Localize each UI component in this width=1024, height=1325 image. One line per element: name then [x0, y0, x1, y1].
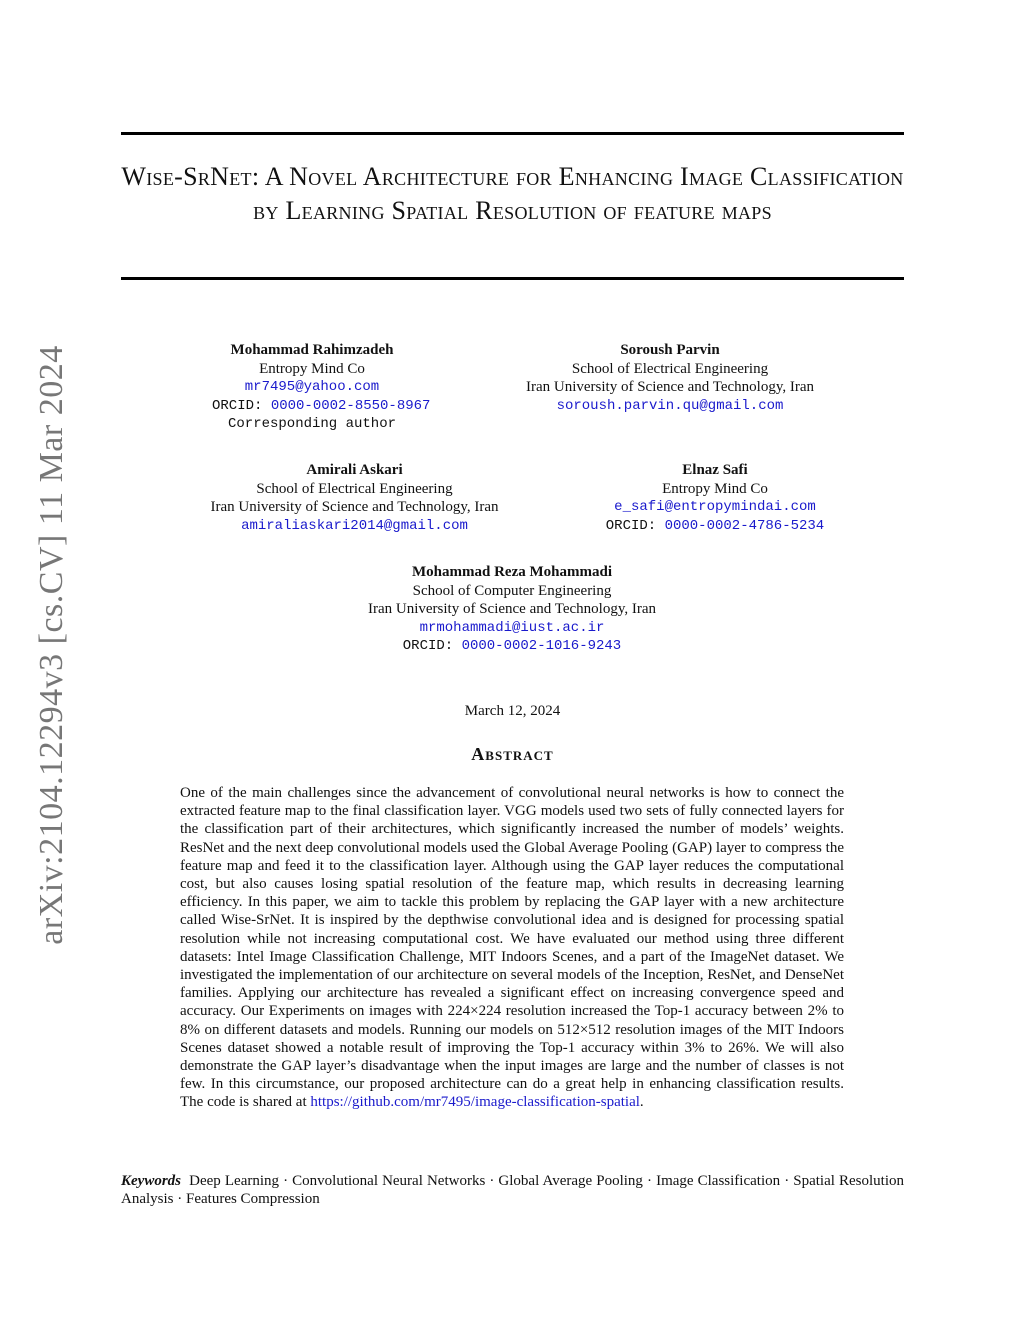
author-block-parvin: [500, 341, 840, 415]
author-affiliation: Iran University of Science and Technology, Iran: [210, 499, 499, 515]
paper-title: Wise-SrNet: A Novel Architecture for Enhancing Image Classification by Learning Spatial Resolution of feature maps: [121, 162, 904, 225]
title-top-rule: [121, 132, 904, 135]
author-name: Elnaz Safi: [682, 462, 748, 478]
author-department: School of Electrical Engineering: [571, 360, 769, 377]
author-block-askari: [187, 461, 522, 535]
author-orcid: [212, 397, 431, 416]
author-name: Mohammad Reza Mohammadi: [412, 564, 612, 580]
orcid-link[interactable]: 0000-0002-1016-9243: [461, 638, 622, 654]
orcid-label: ORCID:: [402, 638, 462, 654]
author-block-rahimzadeh: [212, 341, 431, 434]
title-bottom-rule: [121, 277, 904, 280]
author-affiliation: Iran University of Science and Technology, Iran: [367, 601, 657, 617]
author-affiliation: Iran University of Science and Technology, Iran: [525, 379, 815, 395]
author-email-link[interactable]: amiraliaskari2014@gmail.com: [241, 517, 468, 534]
author-email-link[interactable]: mrmohammadi@iust.ac.ir: [419, 619, 605, 636]
author-email-link[interactable]: mr7495@yahoo.com: [244, 379, 380, 395]
author-orcid: [580, 517, 850, 536]
abstract-end: .: [639, 1094, 644, 1111]
author-block-mohammadi: [337, 563, 687, 656]
orcid-link[interactable]: 0000-0002-4786-5234: [664, 517, 825, 534]
author-email-link[interactable]: e_safi@entropymindai.com: [614, 499, 816, 515]
author-orcid: [337, 637, 687, 656]
author-department: School of Electrical Engineering: [256, 480, 453, 497]
publication-date: March 12, 2024: [464, 703, 561, 719]
author-name: Soroush Parvin: [620, 342, 720, 358]
author-block-safi: [580, 461, 850, 535]
abstract-heading: Abstract: [471, 744, 554, 764]
orcid-label: ORCID:: [212, 397, 271, 414]
corresponding-author-note: Corresponding author: [227, 416, 397, 432]
author-name: Mohammad Rahimzadeh: [230, 342, 394, 358]
author-email-link[interactable]: soroush.parvin.qu@gmail.com: [556, 397, 784, 414]
author-affiliation: Entropy Mind Co: [662, 480, 768, 497]
author-affiliation: Entropy Mind Co: [259, 360, 365, 377]
keywords-label: Keywords: [121, 1173, 181, 1189]
keywords-section: [121, 1172, 904, 1208]
orcid-link[interactable]: 0000-0002-8550-8967: [270, 397, 431, 414]
author-department: School of Computer Engineering: [412, 582, 612, 599]
abstract-text: One of the main challenges since the advancement of convolutional neural networks is how to connect the extracted feature map to the final classification layer. VGG models used two sets of fully connected layers for the classification part of their architectures, which significantly increased the number of models’ weights. ResNet and the next deep convolutional models used the Global Average Pooling (GAP) layer to compress the feature map and feed it to the classification layer. Although using the GAP layer reduces the computational cost, but also causes losing spatial resolution of the feature map, which results in decreasing learning efficiency. In this paper, we aim to tackle this problem by replacing the GAP layer with a new architecture called Wise-SrNet. It is inspired by the depthwise convolutional idea and is designed for processing spatial resolution while not increasing computational cost. We have evaluated our method using three different datasets: Intel Image Classification Challenge, MIT Indoors Scenes, and a part of the ImageNet dataset. We investigated the implementation of our architecture on several models of the Inception, ResNet, and DenseNet families. Applying our architecture has revealed a significant effect on increasing convergence speed and accuracy. Our Experiments on images with 224×224 resolution increased the Top-1 accuracy between 2% to 8% on different datasets and models. Running our models on 512×512 resolution images of the MIT Indoors Scenes dataset showed a notable result of improving the Top-1 accuracy within 3% to 26%. We will also demonstrate the GAP layer’s disadvantage when the input images are large and the number of classes is not few. In this circumstance, our proposed architecture can do a great help in enhancing classification results. The code is shared at: [180, 785, 844, 1111]
keywords-list: Deep Learning · Convolutional Neural Networks · Global Average Pooling · Image Classification · Spatial Resolution Analysis · Features Compression: [121, 1173, 904, 1208]
code-repository-link[interactable]: https://github.com/mr7495/image-classification-spatial: [310, 1094, 640, 1111]
author-name: Amirali Askari: [306, 462, 403, 478]
abstract-body: [180, 784, 844, 1112]
orcid-label: ORCID:: [605, 517, 665, 534]
arxiv-identifier-stamp: arXiv:2104.12294v3 [cs.CV] 11 Mar 2024: [33, 345, 70, 945]
